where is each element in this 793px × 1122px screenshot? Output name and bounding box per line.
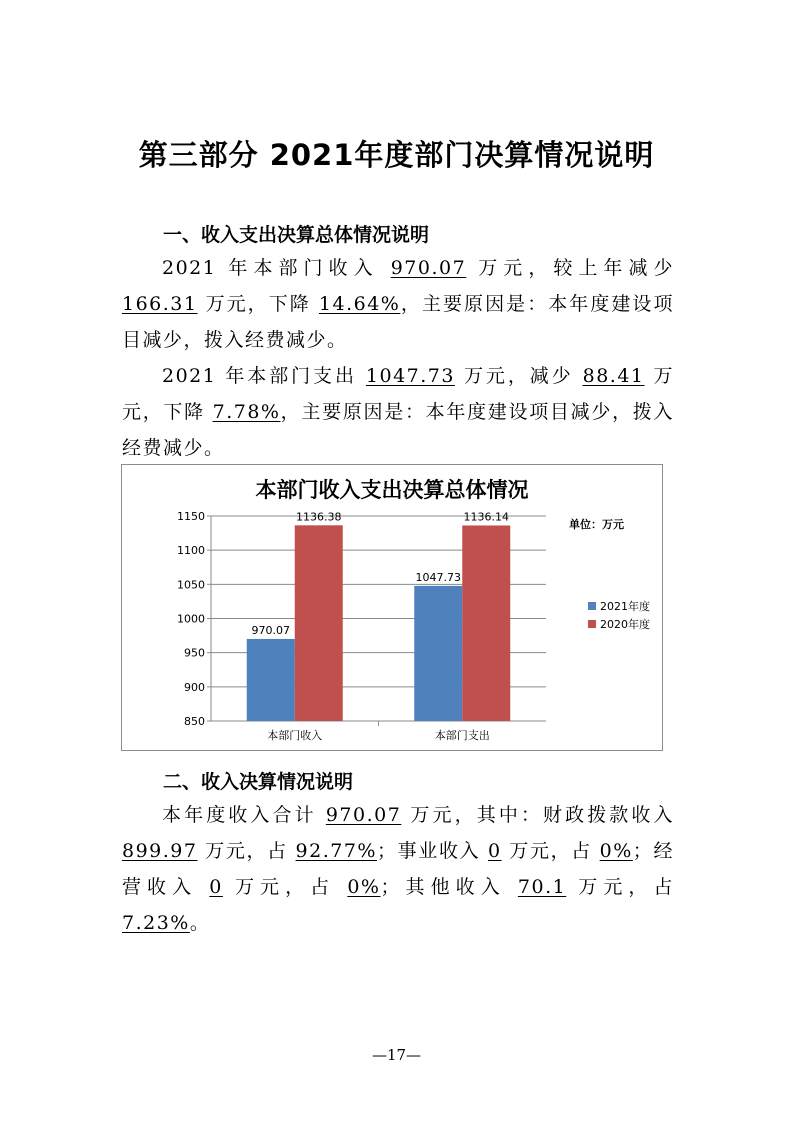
income-decrease-value: 166.31	[122, 293, 198, 315]
chart-canvas	[122, 465, 662, 750]
text: 2021 年本部门支出	[162, 365, 366, 387]
y-tick-label: 900	[184, 680, 205, 694]
operating-income-value: 0	[209, 876, 223, 898]
data-label: 1047.73	[415, 570, 461, 584]
other-income-value: 70.1	[517, 876, 567, 898]
fiscal-appropriation-value: 899.97	[122, 840, 198, 862]
legend-label-0: 2021年度	[600, 600, 650, 613]
text: 万元，较上年减少	[466, 257, 674, 279]
expense-total-value: 1047.73	[365, 365, 455, 387]
data-label: 1136.14	[463, 510, 509, 524]
text: ，主要原因是：本年度建设项目减少，拨入经费减少。	[122, 401, 674, 459]
text: 万元，下降	[197, 293, 319, 315]
income-total-value: 970.07	[390, 257, 467, 279]
expense-decrease-percent: 7.78%	[212, 401, 281, 423]
business-income-value: 0	[488, 840, 502, 862]
business-income-percent: 0%	[599, 840, 633, 862]
text: ，主要原因是：本年度建设项目减少，拨入经费减少。	[122, 293, 674, 351]
paragraph-income-summary	[122, 250, 674, 358]
y-tick-label: 1050	[177, 578, 205, 592]
legend-swatch-0	[588, 602, 596, 610]
bar-1-0	[295, 525, 343, 721]
text: 万元，占	[197, 840, 296, 862]
data-label: 970.07	[251, 623, 290, 637]
fiscal-appropriation-percent: 92.77%	[295, 840, 377, 862]
y-tick-label: 1000	[177, 612, 205, 626]
text: 万元，其中：财政拨款收入	[401, 804, 674, 826]
text: 万元，占	[222, 876, 348, 898]
text: ；其他收入	[380, 876, 518, 898]
text: ；经营收入	[122, 840, 674, 898]
income-total-value: 970.07	[325, 804, 402, 826]
income-expense-chart	[121, 464, 663, 751]
bar-0-1	[414, 586, 462, 721]
other-income-percent: 7.23%	[122, 912, 190, 934]
bar-1-1	[462, 525, 510, 721]
text: 万元，占	[566, 876, 674, 898]
chart-title: 本部门收入支出决算总体情况	[255, 478, 529, 502]
text: ；事业收入	[376, 840, 488, 862]
text: 万元，占	[501, 840, 600, 862]
unit-note: 单位：万元	[569, 518, 624, 531]
section-heading-overview: 一、收入支出决算总体情况说明	[163, 224, 430, 246]
text: 本年度收入合计	[162, 804, 326, 826]
section-heading-income: 二、收入决算情况说明	[163, 771, 354, 793]
page-number: —17—	[371, 1046, 422, 1064]
operating-income-percent: 0%	[347, 876, 381, 898]
text: 万元，下降	[122, 365, 674, 423]
bar-0-0	[247, 639, 295, 721]
paragraph-expense-summary	[122, 358, 674, 466]
legend-label-1: 2020年度	[600, 618, 650, 631]
x-tick-label: 本部门支出	[434, 729, 490, 742]
x-tick-label: 本部门收入	[267, 729, 323, 742]
y-tick-label: 850	[184, 715, 205, 728]
data-label: 1136.38	[296, 510, 342, 524]
paragraph-income-breakdown	[122, 797, 674, 941]
legend-swatch-1	[588, 620, 596, 628]
text: 。	[189, 912, 211, 934]
expense-decrease-value: 88.41	[582, 365, 645, 387]
income-decrease-percent: 14.64%	[318, 293, 401, 315]
y-tick-label: 950	[184, 646, 205, 660]
text: 2021 年本部门收入	[162, 257, 391, 279]
y-tick-label: 1100	[177, 544, 205, 558]
page-title: 第三部分 2021年度部门决算情况说明	[138, 138, 655, 172]
text: 万元，减少	[454, 365, 583, 387]
y-tick-label: 1150	[177, 510, 205, 523]
